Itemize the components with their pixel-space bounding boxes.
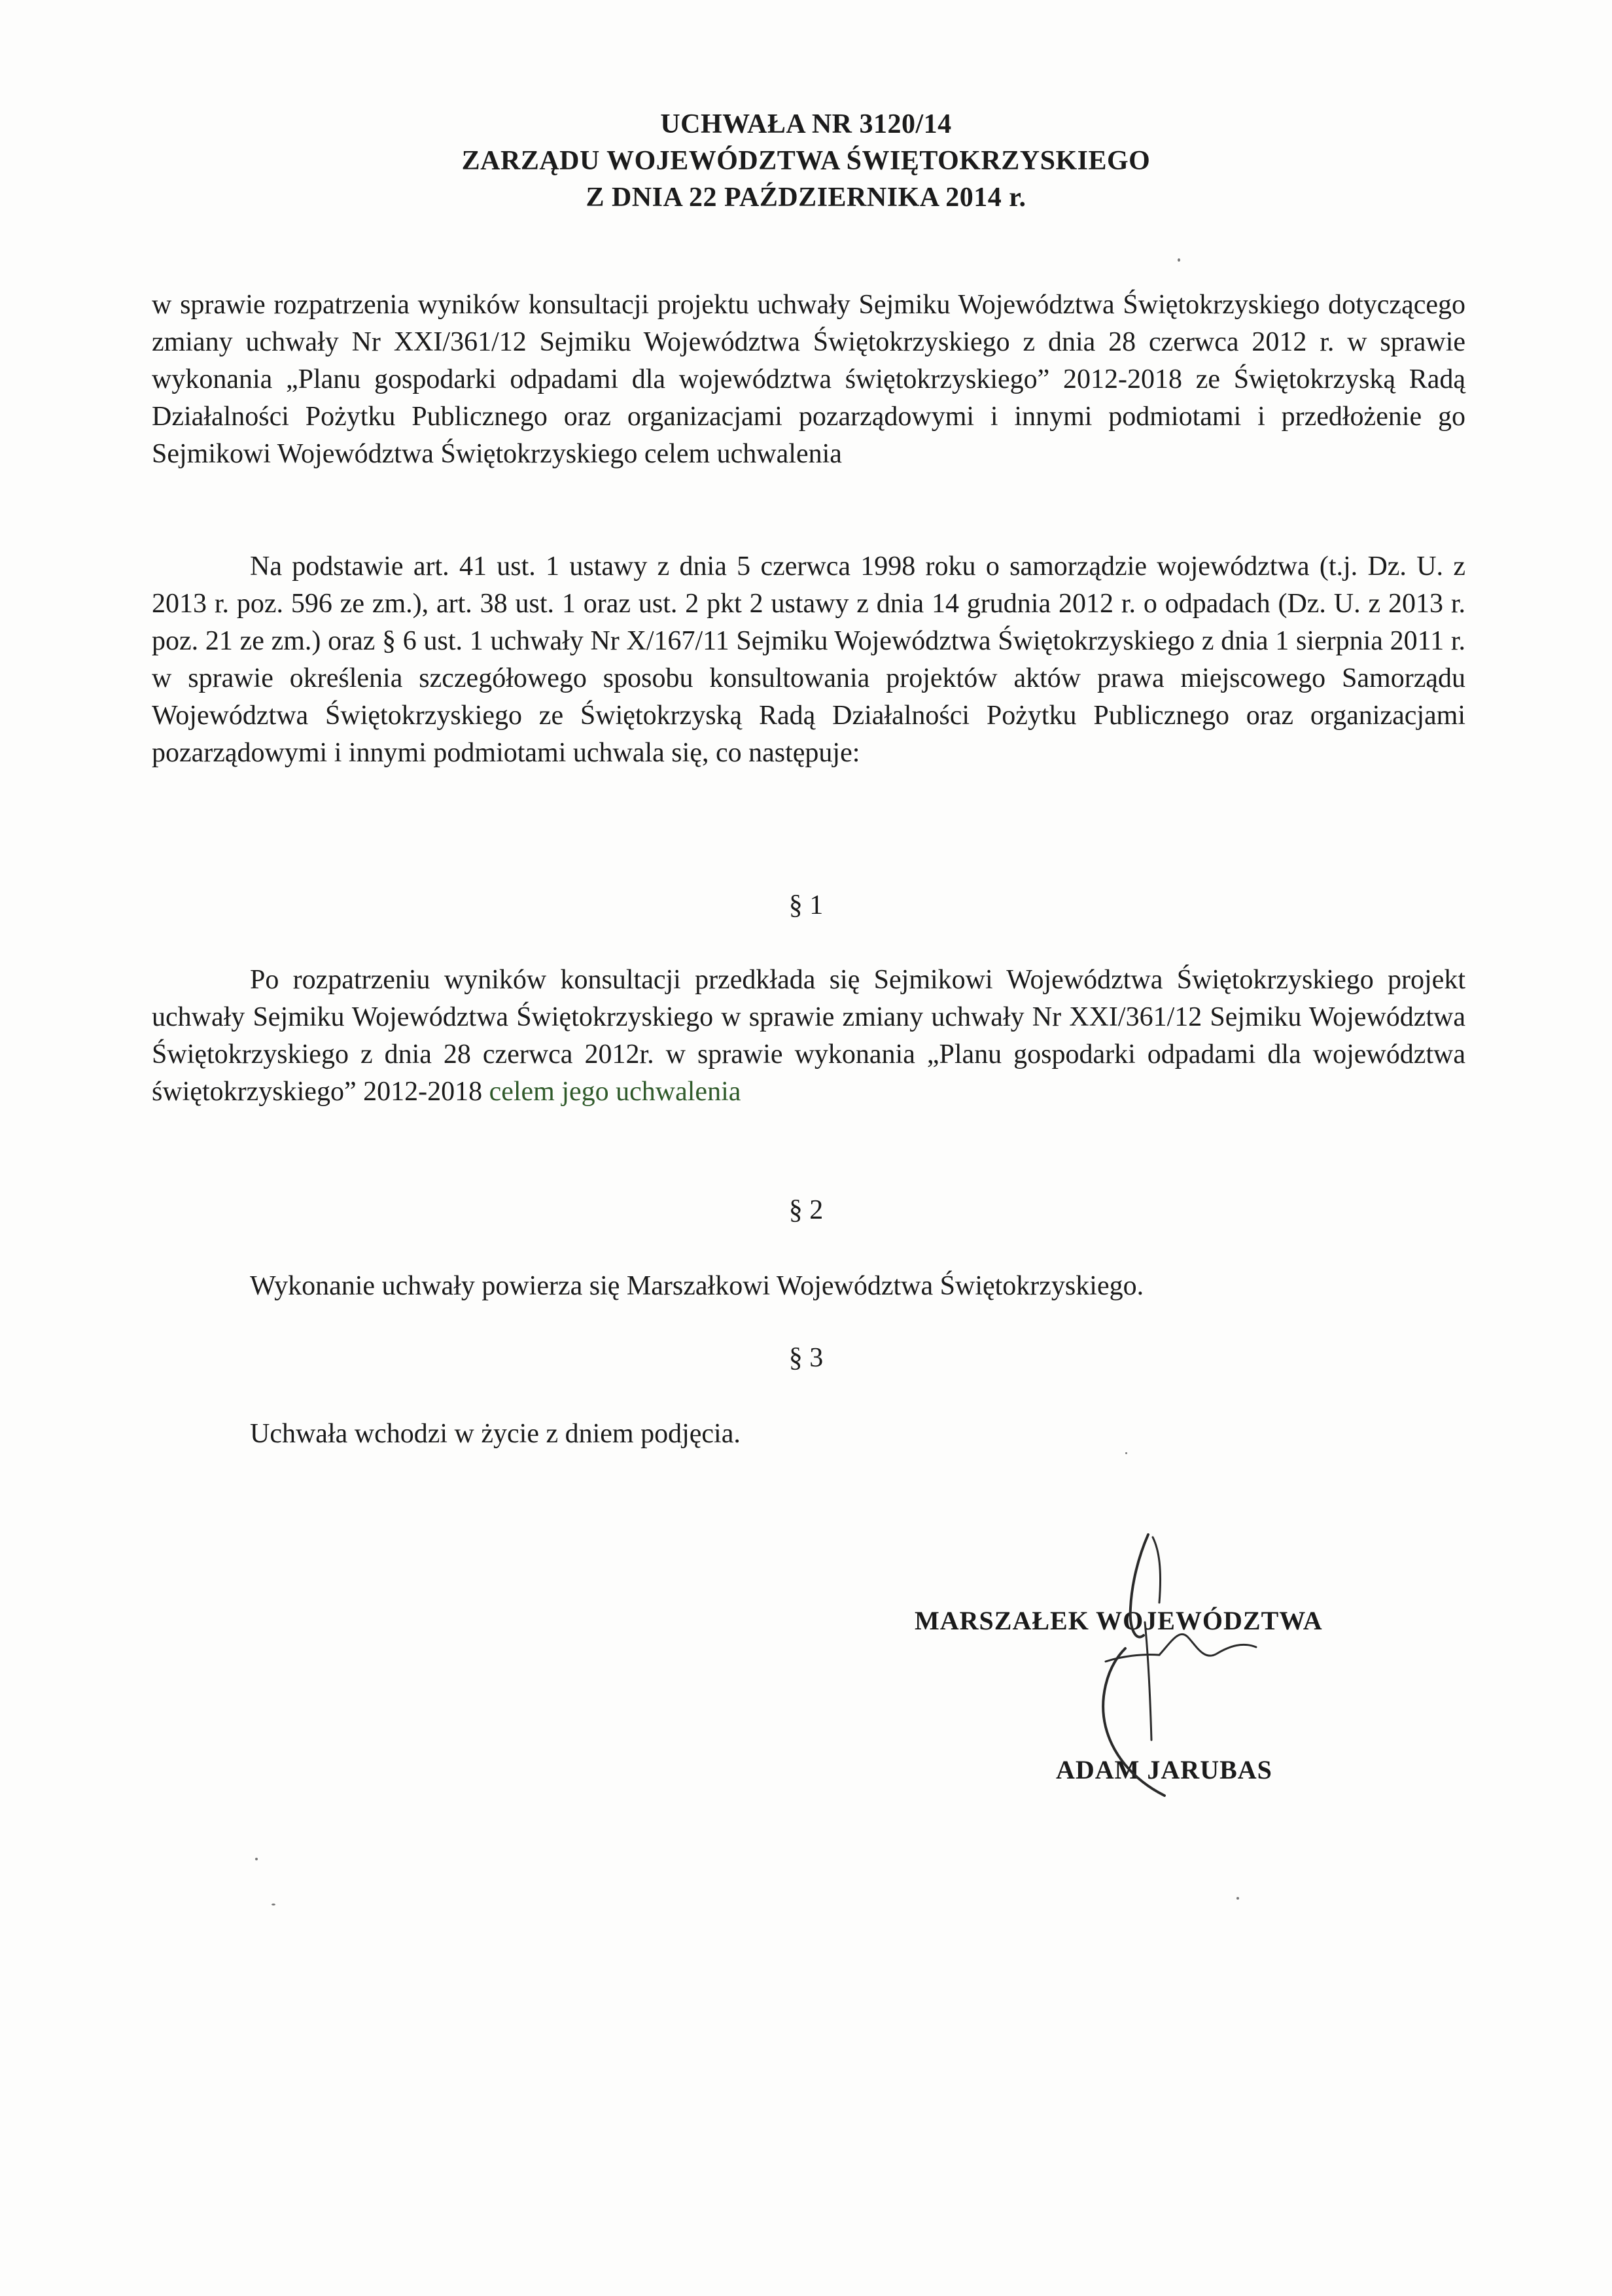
scan-speck — [1178, 258, 1180, 262]
scan-speck — [1125, 1452, 1127, 1454]
issuing-body: ZARZĄDU WOJEWÓDZTWA ŚWIĘTOKRZYSKIEGO — [461, 146, 1151, 176]
resolution-number: UCHWAŁA NR 3120/14 — [660, 109, 952, 139]
section-2-mark: § 2 — [788, 1195, 824, 1225]
section-1-text — [152, 962, 1465, 1111]
scan-speck — [272, 1904, 275, 1905]
signatory-title: MARSZAŁEK WOJEWÓDZTWA — [915, 1606, 1323, 1635]
resolution-date: Z DNIA 22 PAŹDZIERNIKA 2014 r. — [586, 183, 1026, 213]
section-2-text: Wykonanie uchwały powierza się Marszałkowi Województwa Świętokrzyskiego. — [250, 1271, 1144, 1301]
scan-speck — [255, 1858, 258, 1860]
resolution-header — [0, 106, 1612, 216]
legal-basis: Na podstawie art. 41 ust. 1 ustawy z dnia 5 czerwca 1998 roku o samorządzie województwa (t.j. Dz. U. z 2013 r. poz. 596 ze zm.), art. 38 ust. 1 oraz ust. 2 pkt 2 ustawy z dnia 14 grudnia 2012 r. o odpadach (Dz. U. z 2013 r. poz. 21 ze zm.) oraz § 6 ust. 1 uchwały Nr X/167/11 Sejmiku Województwa Świętokrzyskiego z dnia 1 sierpnia 2011 r. w sprawie określenia szczegółowego sposobu konsultowania projektów aktów prawa miejscowego Samorządu Województwa Świętokrzyskiego ze Świętokrzyską Radą Działalności Pożytku Publicznego oraz organizacjami pozarządowymi i innymi podmiotami uchwala się, co następuje: — [152, 551, 1465, 768]
section-1-main: Po rozpatrzeniu wyników konsultacji przedkłada się Sejmikowi Województwa Świętokrzyskiego projekt uchwały Sejmiku Województwa Świętokrzyskiego w sprawie zmiany uchwały Nr XXI/361/12 Sejmiku Województwa Świętokrzyskiego z dnia 28 czerwca 2012r. w sprawie wykonania „Planu gospodarki odpadami dla województwa świętokrzyskiego” 2012-2018 — [152, 965, 1465, 1107]
scan-speck — [1236, 1897, 1239, 1900]
handwritten-signature-icon — [1008, 1531, 1295, 1805]
section-1-mark: § 1 — [788, 890, 824, 920]
resolution-subject: w sprawie rozpatrzenia wyników konsultacji projektu uchwały Sejmiku Województwa Świętokrzyskiego dotyczącego zmiany uchwały Nr XXI/361/12 Sejmiku Województwa Świętokrzyskiego z dnia 28 czerwca 2012 r. w sprawie wykonania „Planu gospodarki odpadami dla województwa świętokrzyskiego” 2012-2018 ze Świętokrzyską Radą Działalności Pożytku Publicznego oraz organizacjami pozarządowymi i innymi podmiotami i przedłożenie go Sejmikowi Województwa Świętokrzyskiego celem uchwalenia — [152, 290, 1465, 469]
section-3-text: Uchwała wchodzi w życie z dniem podjęcia. — [250, 1419, 741, 1449]
section-1-tail: celem jego uchwalenia — [489, 1077, 741, 1107]
section-3-mark: § 3 — [788, 1343, 824, 1373]
signatory-name: ADAM JARUBAS — [1056, 1755, 1272, 1784]
